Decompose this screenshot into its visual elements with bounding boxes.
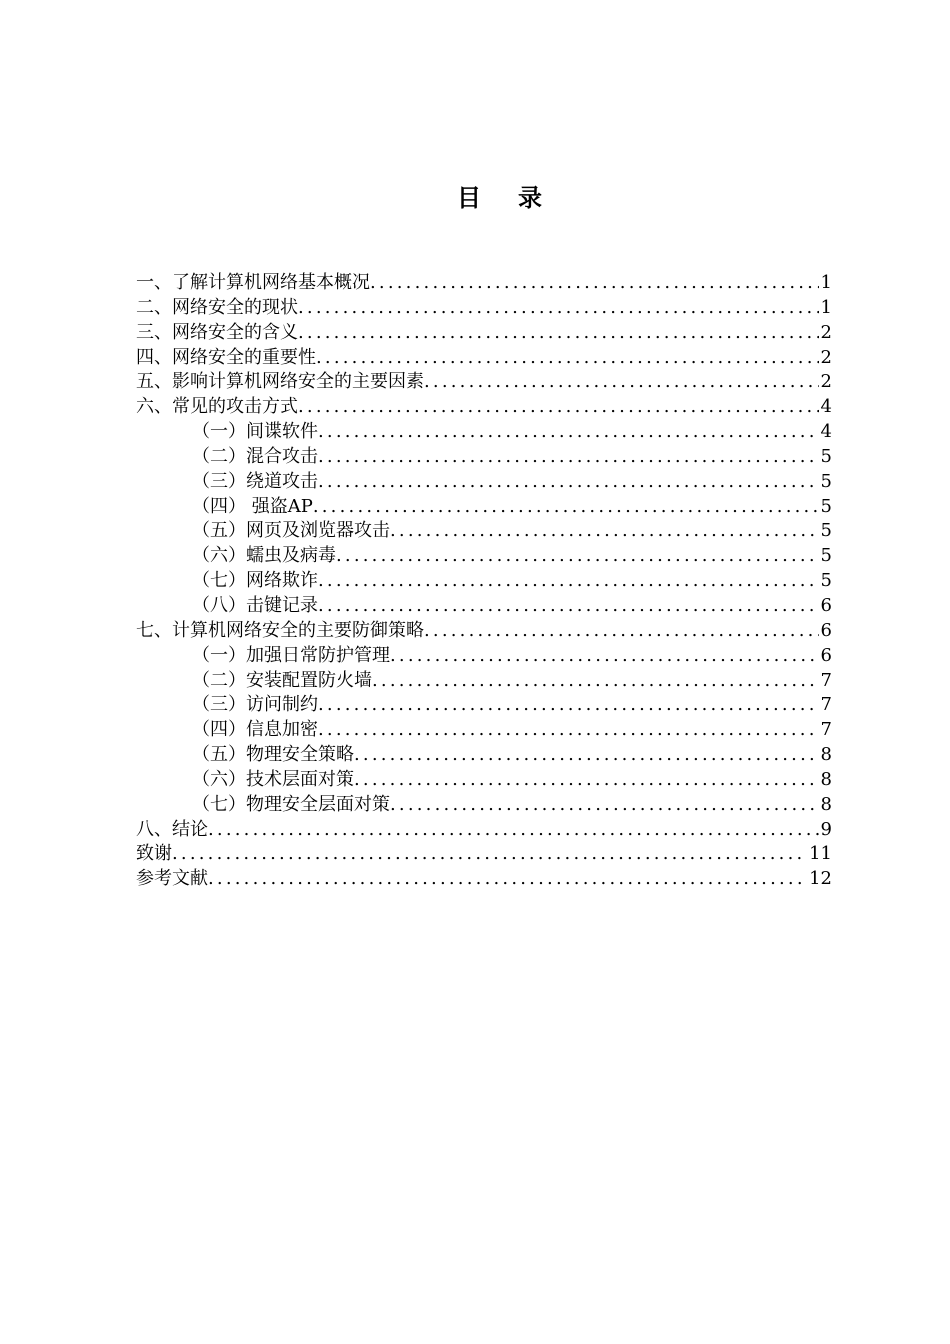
- toc-entry-page-number: 5: [820, 445, 832, 467]
- toc-entry-label: （一）间谍软件: [192, 421, 318, 443]
- toc-dot-leader: [424, 619, 819, 644]
- toc-entry: [136, 395, 832, 420]
- toc-dot-leader: [318, 569, 819, 594]
- toc-entry-page-number: 6: [820, 619, 832, 641]
- toc-entry: [136, 693, 832, 718]
- toc-entry: [136, 594, 832, 619]
- toc-entry: [136, 669, 832, 694]
- toc-entry-page-number: 5: [820, 545, 832, 567]
- toc-dot-leader: [390, 519, 819, 544]
- toc-entry-label: 七、计算机网络安全的主要防御策略: [136, 619, 424, 641]
- toc-dot-leader: [390, 644, 819, 669]
- toc-entry-label: （五）网页及浏览器攻击: [192, 520, 390, 542]
- toc-entry-page-number: 5: [820, 520, 832, 542]
- toc-entry: [136, 420, 832, 445]
- toc-dot-leader: [372, 669, 819, 694]
- toc-entry-label: 八、结论: [136, 818, 208, 840]
- toc-entry-page-number: 5: [820, 570, 832, 592]
- toc-entry: [136, 544, 832, 569]
- toc-entry-page-number: 11: [809, 843, 832, 865]
- toc-entry-page-number: 8: [820, 793, 832, 815]
- toc-title-char-1: 目: [457, 184, 482, 212]
- toc-entry-label: （八）击键记录: [192, 594, 318, 616]
- toc-entry: [136, 519, 832, 544]
- toc-entry: [136, 644, 832, 669]
- toc-entry: [136, 321, 832, 346]
- toc-entry-page-number: 8: [820, 768, 832, 790]
- toc-dot-leader: [354, 768, 819, 793]
- toc-dot-leader: [318, 693, 819, 718]
- toc-entry-page-number: 5: [820, 495, 832, 517]
- toc-entry-page-number: 12: [809, 868, 832, 890]
- toc-entry-label: （二）混合攻击: [192, 445, 318, 467]
- toc-entry: [136, 569, 832, 594]
- toc-entry-label: （五）物理安全策略: [192, 744, 354, 766]
- toc-entry: [136, 271, 832, 296]
- toc-entry-label: （七）网络欺诈: [192, 570, 318, 592]
- toc-entry-label: 五、影响计算机网络安全的主要因素: [136, 371, 424, 393]
- toc-entry-page-number: 5: [820, 470, 832, 492]
- toc-title-char-2: 录: [518, 184, 543, 212]
- toc-dot-leader: [390, 793, 819, 818]
- toc-entry-page-number: 2: [820, 346, 832, 368]
- toc-entry-page-number: 7: [820, 694, 832, 716]
- toc-entry-page-number: 9: [820, 818, 832, 840]
- toc-entry-page-number: 4: [820, 396, 832, 418]
- toc-entry-page-number: 7: [820, 669, 832, 691]
- toc-entry: [136, 718, 832, 743]
- toc-entry-page-number: 6: [820, 594, 832, 616]
- toc-dot-leader: [208, 818, 819, 843]
- toc-entry: [136, 346, 832, 371]
- toc-dot-leader: [318, 420, 819, 445]
- toc-entry-label: （六）技术层面对策: [192, 768, 354, 790]
- toc-title: [0, 178, 950, 213]
- toc-dot-leader: [208, 867, 807, 892]
- toc-entry-label: （三）绕道攻击: [192, 470, 318, 492]
- toc-entry-label: （二）安装配置防火墙: [192, 669, 372, 691]
- toc-entry-page-number: 1: [820, 272, 832, 293]
- toc-dot-leader: [172, 842, 807, 867]
- toc-dot-leader: [316, 346, 819, 371]
- toc-entry: [136, 619, 832, 644]
- toc-entry: [136, 793, 832, 818]
- toc-entry-label: 致谢: [136, 843, 172, 865]
- toc-entry-label: 四、网络安全的重要性: [136, 346, 316, 368]
- toc-entry-page-number: 6: [820, 644, 832, 666]
- toc-dot-leader: [424, 370, 819, 395]
- toc-dot-leader: [298, 321, 819, 346]
- toc-entry-label: （三）访问制约: [192, 694, 318, 716]
- toc-dot-leader: [298, 296, 819, 321]
- toc-dot-leader: [318, 594, 819, 619]
- toc-entry: [136, 296, 832, 321]
- toc-entry-label: 二、网络安全的现状: [136, 296, 298, 318]
- toc-entry-label: （一）加强日常防护管理: [192, 644, 390, 666]
- toc-entry-label: 一、了解计算机网络基本概况: [136, 272, 370, 293]
- toc-entry-page-number: 2: [820, 321, 832, 343]
- toc-entry-label: （七）物理安全层面对策: [192, 793, 390, 815]
- toc-dot-leader: [336, 544, 819, 569]
- toc-entry: [136, 495, 832, 520]
- toc-entry: [136, 818, 832, 843]
- toc-dot-leader: [318, 445, 819, 470]
- toc-entry-page-number: 7: [820, 719, 832, 741]
- toc-entry: [136, 370, 832, 395]
- toc-dot-leader: [354, 743, 819, 768]
- toc-dot-leader: [298, 395, 819, 420]
- toc-dot-leader: [313, 495, 819, 520]
- toc-entry-label: 参考文献: [136, 868, 208, 890]
- toc-entry-label: （四）信息加密: [192, 719, 318, 741]
- toc-entry-label: （六）蠕虫及病毒: [192, 545, 336, 567]
- toc-dot-leader: [318, 718, 819, 743]
- toc-dot-leader: [370, 271, 819, 296]
- toc-entry-label: （四） 强盗AP: [192, 495, 313, 517]
- toc-entry: [136, 867, 832, 892]
- toc-dot-leader: [318, 470, 819, 495]
- toc-entry: [136, 768, 832, 793]
- toc-entry-label: 三、网络安全的含义: [136, 321, 298, 343]
- toc-entry-page-number: 8: [820, 744, 832, 766]
- table-of-contents: [136, 271, 832, 892]
- toc-entry-page-number: 4: [820, 421, 832, 443]
- toc-entry: [136, 842, 832, 867]
- toc-entry: [136, 445, 832, 470]
- toc-entry: [136, 470, 832, 495]
- toc-entry: [136, 743, 832, 768]
- toc-entry-label: 六、常见的攻击方式: [136, 396, 298, 418]
- toc-entry-page-number: 2: [820, 371, 832, 393]
- toc-entry-page-number: 1: [820, 296, 832, 318]
